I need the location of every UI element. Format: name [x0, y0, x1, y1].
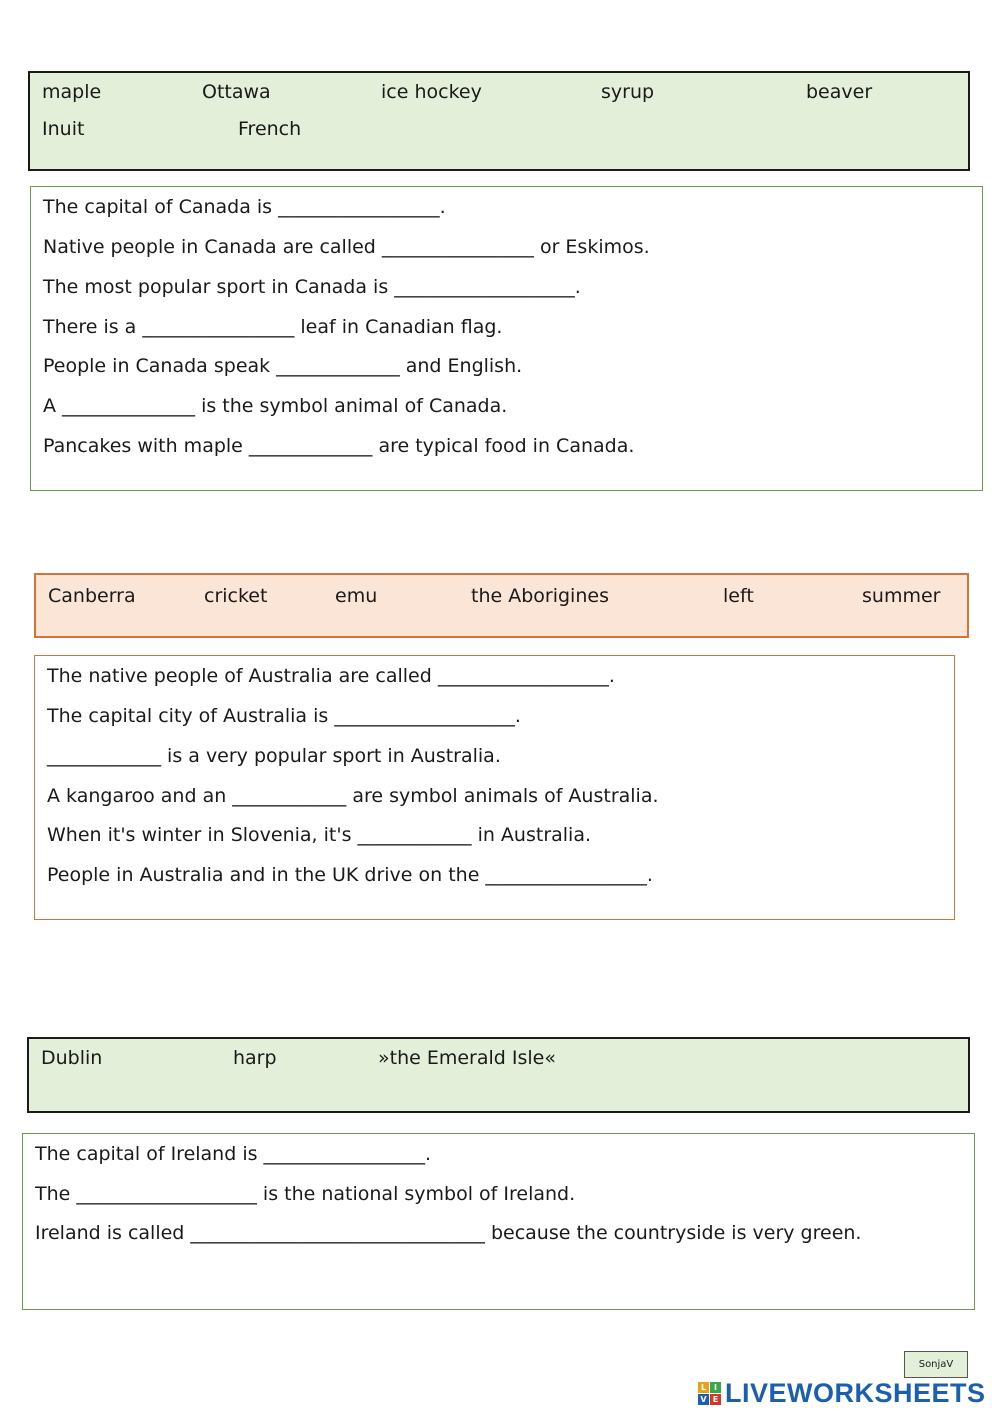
brand-name: LIVEWORKSHEETS [725, 1378, 986, 1408]
author-badge: SonjaV [904, 1351, 968, 1378]
word-bank-item: the Aborigines [471, 585, 609, 607]
sentence-line[interactable]: People in Australia and in the UK drive on the _________________. [47, 864, 653, 886]
word-bank-ireland [27, 1037, 970, 1113]
word-bank-canada [28, 71, 970, 171]
sentence-line[interactable]: Ireland is called _______________________________ because the countryside is very green. [35, 1222, 862, 1244]
word-bank-item: »the Emerald Isle« [378, 1047, 556, 1069]
logo-letter: V [698, 1394, 709, 1405]
logo-letter: I [710, 1382, 721, 1393]
word-bank-item: syrup [601, 81, 655, 103]
sentence-line[interactable]: There is a ________________ leaf in Canadian flag. [43, 316, 503, 338]
word-bank-item: emu [335, 585, 378, 607]
word-bank-item: Inuit [42, 118, 85, 140]
sentence-line[interactable]: The capital of Canada is _________________. [43, 196, 446, 218]
sentence-line[interactable]: The capital city of Australia is ___________________. [47, 705, 521, 727]
sentence-line[interactable]: Native people in Canada are called ________________ or Eskimos. [43, 236, 650, 258]
sentence-line[interactable]: Pancakes with maple _____________ are typical food in Canada. [43, 435, 635, 457]
brand-logo[interactable] [698, 1378, 986, 1409]
sentence-line[interactable]: A kangaroo and an ____________ are symbol animals of Australia. [47, 785, 659, 807]
word-bank-item: maple [42, 81, 102, 103]
word-bank-item: cricket [204, 585, 268, 607]
word-bank-item: Canberra [48, 585, 136, 607]
logo-letter: L [698, 1382, 709, 1393]
sentence-line[interactable]: The capital of Ireland is _________________. [35, 1143, 432, 1165]
word-bank-item: beaver [806, 81, 873, 103]
logo-letter: E [710, 1394, 721, 1405]
word-bank-item: Dublin [41, 1047, 103, 1069]
word-bank-item: summer [862, 585, 941, 607]
sentence-line[interactable]: The ___________________ is the national symbol of Ireland. [35, 1183, 576, 1205]
sentence-line[interactable]: When it's winter in Slovenia, it's ____________ in Australia. [47, 824, 592, 846]
liveworksheets-icon [698, 1382, 721, 1405]
exercise-canada [30, 186, 983, 491]
word-bank-item: Ottawa [202, 81, 271, 103]
sentence-line[interactable]: ____________ is a very popular sport in Australia. [47, 745, 501, 767]
sentence-line[interactable]: The native people of Australia are called __________________. [47, 665, 615, 687]
sentence-line[interactable]: A ______________ is the symbol animal of Canada. [43, 395, 508, 417]
word-bank-item: ice hockey [381, 81, 482, 103]
word-bank-item: French [238, 118, 302, 140]
word-bank-item: harp [233, 1047, 277, 1069]
word-bank-item: left [723, 585, 754, 607]
exercise-australia [34, 655, 955, 920]
word-bank-australia [34, 573, 969, 638]
sentence-line[interactable]: The most popular sport in Canada is ___________________. [43, 276, 581, 298]
exercise-ireland [22, 1133, 975, 1310]
sentence-line[interactable]: People in Canada speak _____________ and English. [43, 355, 523, 377]
